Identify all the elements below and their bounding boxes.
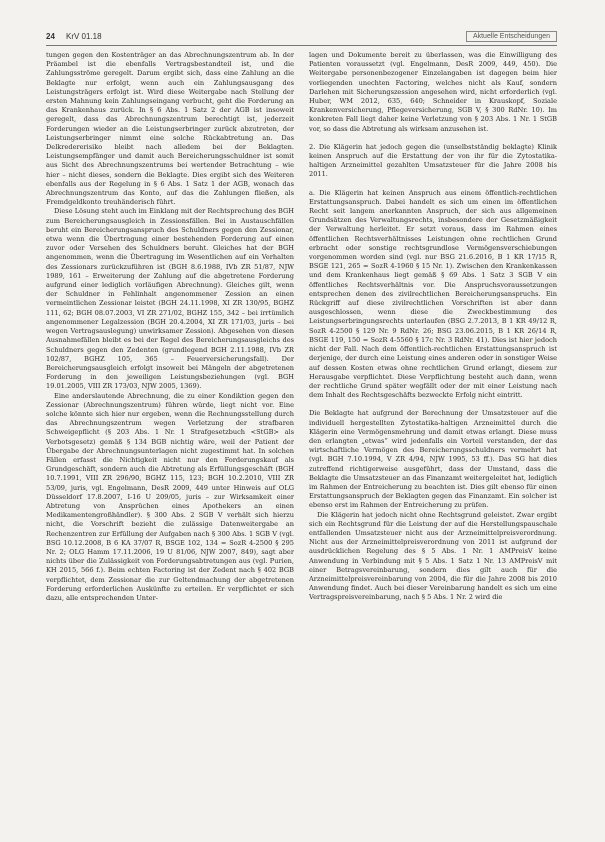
left-paragraph: tungen gegen den Kostenträger an das Abrechnungszentrum ab. In der Präambel ist die ebenfalls Vertragsbestandteil ist, und die Zahlungsströme geregelt. Darum ergibt sich, dass eine Zahlung an die Beklagte nur erfolgt, wenn auch ein Zahlungsausgang des Leistungsträgers erfolgt ist. Wird diese Weitergabe nach Stellung der ersten Mahnung kein Zahlungseingang verbucht, geht die Forderung an das Krankenhaus zurück. In § 6 Abs. 1 Satz 2 der AGB ist insoweit geregelt, dass das Abrechnungszentrum berechtigt ist, jederzeit Forderungen wieder an die Leistungserbringer zurück abzutreten, der Leistungserbringer nimmt eine solche Rückabtretung an. Das Delkredererisiko bleibt nach alledem bei der Beklagten. Leistungsempfänger und damit auch Bereicherungsschuldner ist somit aus Sicht des Abrechnungszentrums bei wertender Betrachtung – wie hier – nicht dieses, sondern die Beklagte. Dies ergibt sich des Weiteren ebenfalls aus der Regelung in § 6 Abs. 1 Satz 1 der AGB, wonach das Abrechnungszentrum das Konto, auf das die Zahlungen fließen, als Fremdgeldkonto treuhänderisch führt.	[46, 51, 294, 207]
section-label: Aktuelle Entscheidungen	[466, 31, 557, 42]
right-paragraph: Die Beklagte hat aufgrund der Berechnung der Umsatzsteuer auf die individuell hergestellten Zytostatika-haltigen Arzneimittel durch die Klägerin eine Vermögensmehrung und damit etwas erlangt. Diese muss den erlangten „etwas“ wird jedenfalls ein Vorteil verstanden, der das wirtschaftliche Vermögen des Bereicherungsschuldners vermehrt hat (vgl. BGH 7.10.1994, V ZR 4/94, NJW 1995, 53 ff.). Das SG hat dies zutreffend richtigerweise ausgeführt, dass der Umstand, dass die Beklagte die Umsatzsteuer an das Finanzamt weitergeleitet hat, lediglich im Rahmen der Entreicherung zu beachten ist. Dies gilt ebenso für einen Erstattungsanspruch der Beklagten gegen das Finanzamt. Ein solcher ist ebenso erst im Rahmen der Entreicherung zu prüfen.	[309, 409, 557, 510]
right-paragraph: 2. Die Klägerin hat jedoch gegen die (unselbstständig beklagte) Klinik keinen Anspruch auf die Erstattung der von ihr für die Zytostatika-haltigen Arzneimittel gezahlten Umsatzsteuer für die Jahre 2008 bis 2011.	[309, 142, 557, 179]
header-rule	[46, 45, 557, 46]
right-column	[309, 51, 557, 821]
right-paragraph: lagen und Dokumente bereit zu überlassen, was die Einwilligung des Patienten voraussetzt (vgl. Engelmann, DesR 2009, 449, 450). Die Weitergabe personenbezogener Einzelangaben ist dagegen beim hier vorliegenden unechten Factoring, welches nicht als Kauf, sondern Darlehen mit Sicherungszession angesehen wird, nicht erforderlich (vgl. Huber, WM 2012, 635, 640; Schneider in Krauskopf, Soziale Krankenversicherung, Pflegeversicherung, SGB V, § 300 RdNr. 10). Im konkreten Fall liegt daher keine Verletzung von § 203 Abs. 1 Nr. 1 StGB vor, so dass die Abtretung als wirksam anzusehen ist.	[309, 51, 557, 133]
right-paragraph: Die Klägerin hat jedoch nicht ohne Rechtsgrund geleistet. Zwar ergibt sich ein Rechtsgrund für die Leistung der auf die Herstellungspauschale entfallenden Umsatzsteuer nicht aus der Arzneimittelpreisverordnung. Nicht aus der Arzneimittelpreisverordnung von 2011 ist aufgrund der ausdrücklichen Regelung des § 5 Abs. 1 Nr. 1 AMPreisV keine Anwendung in Verbindung mit § 5 Abs. 1 Satz 1 Nr. 13 AMPreisV mit einer Betragsvereinbarung, sondern dies gilt auch für die Arzneimittelpreisvereinbarung von 2004, die für die Jahre 2008 bis 2010 Anwendung findet. Auch bei dieser Vereinbarung handelt es sich um eine Vertragspreisvereinbarung, nach § 5 Abs. 1 Nr. 2 wird die	[309, 510, 557, 602]
right-paragraph: a. Die Klägerin hat keinen Anspruch aus einem öffentlich-rechtlichen Erstattungsanspruch. Dabei handelt es sich um einen im öffentlichen Recht seit langem anerkannten Anspruch, der sich aus allgemeinen Grundsätzen des Verwaltungsrechts, insbesondere der Gesetzmäßigkeit der Verwaltung herleitet. Er setzt voraus, dass im Rahmen eines öffentlichen Rechtsverhältnisses Leistungen ohne rechtlichen Grund erbracht oder sonstige rechtsgrundlose Vermögensverschiebungen vorgenommen worden sind (vgl. nur BSG 21.6.2016, B 1 KR 17/15 R, BSGE 121, 265 = SozR 4-1960 § 15 Nr. 1). Zwischen den Krankenkassen und dem Krankenhaus liegt gemäß § 69 Abs. 1 Satz 3 SGB V ein öffentliches Rechtsverhältnis vor. Die Anspruchsvoraussetzungen entsprechen denen des zivilrechtlichen Bereicherungsanspruchs. Ein Rückgriff auf diese zivilrechtlichen Vorschriften ist aber dann ausgeschlossen, wenn diese die Zweckbestimmung des Leistungserbringungsrechts unterlaufen (BSG 2.7.2013, B 1 KR 49/12 R, SozR 4-2500 § 129 Nr. 9 RdNr. 26; BSG 23.06.2015, B 1 KR 26/14 R, BSGE 119, 150 = SozR 4-5560 § 17c Nr. 3 RdNr. 41). Dies ist hier jedoch nicht der Fall. Nach dem öffentlich-rechtlichen Erstattungsanspruch ist derjenige, der durch eine Leistung eines anderen oder in sonstiger Weise auf dessen Kosten etwas ohne rechtlichen Grund erlangt, diesem zur Herausgabe verpflichtet. Diese Verpflichtung besteht auch dann, wenn der rechtliche Grund später wegfällt oder der mit einer Leistung nach dem Inhalt des Rechtsgeschäfts bezweckte Erfolg nicht eintritt.	[309, 188, 557, 400]
page-number: 24	[46, 32, 55, 41]
journal-name: KrV 01.18	[66, 32, 102, 41]
left-paragraph: Diese Lösung steht auch im Einklang mit der Rechtsprechung des BGH zum Bereicherungsausgleich in Zessionsfällen. Bei in Austauschfällen beruht ein Bereicherungsanspruch des Schuldners gegen den Zessionar, etwa wenn die Übertragung einer bestehenden Forderung auf einen zuvor oder Versehen des Schuldners beruht. Gleiches hat der BGH angenommen, wenn die Übertragung im Wesentlichen auf ein Verhalten des Zessionars zurückzuführen ist (BGH 8.6.1988, IVb ZR 51/87, NJW 1989, 161 – Erweiterung der Zahlung auf die abgetretene Forderung aufgrund einer lediglich vorläufigen Abrechnung). Gleiches gilt, wenn der Schuldner in Fehlinhalt angenommener Zession an einen vermeintlichen Zessionar leistet (BGH 24.11.1998, XI ZR 130/95, BGHZ 111, 62; BGH 08.07.2003, VI ZR 271/02, BGHZ 155, 342 – bei irrtümlich angenommener Legalzession (BGH 20.4.2004, XI ZR 171/03, juris – bei wegen Vertragsauslegung) unwirksamer Zession). Abgesehen von diesen Ausnahmefällen bleibt es bei der Regel des Bereicherungsausgleichs des Schuldners gegen den Zedenten (grundlegend BGH 2.11.1988, IVb ZR 102/87, BGHZ 105, 365 – Feuerversicherungsfall). Der Bereicherungsausgleich erfolgt insoweit bei Mängeln der abgetretenen Forderung in den jeweiligen Leistungsbeziehungen (vgl. BGH 19.01.2005, VIII ZR 173/03, NJW 2005, 1369).	[46, 207, 294, 391]
left-paragraph: Eine anderslautende Abrechnung, die zu einer Kondiktion gegen den Zessionar (Abrechnungszentrum) führen würde, liegt nicht vor. Eine solche könnte sich hier nur ergeben, wenn die Rechnungsstellung durch das Abrechnungszentrum wegen Verletzung der strafbaren Schweigepflicht (§ 203 Abs. 1 Nr. 1 Strafgesetzbuch <StGB> als Verbotsgesetz) gemäß § 134 BGB nichtig wäre, weil der Patient der Übergabe der Abrechnungsunterlagen nicht zugestimmt hat. In solchen Fällen erfasst die Nichtigkeit nicht nur den Forderungskauf als Grundgeschäft, sondern auch die Abtretung als Erfüllungsgeschäft (BGH 10.7.1991, VIII ZR 296/90, BGHZ 115, 123; BGH 10.2.2010, VIII ZR 53/09, juris, vgl. Engelmann, DesR 2009, 449 unter Hinweis auf OLG Düsseldorf 17.8.2007, I-16 U 209/05, juris – zur Wirksamkeit einer Abtretung von Ansprüchen eines Apothekers an einen Medikamentengroßhändler). § 300 Abs. 2 SGB V verhält sich hierzu nicht, die Vorschrift bezieht die zulässige Datenweitergabe an Rechenzentren zur Erfüllung der Aufgaben nach § 300 Abs. 1 SGB V (vgl. BSG 10.12.2008, B 6 KA 37/07 R, BSGE 102, 134 = SozR 4-2500 § 295 Nr. 2; OLG Hamm 17.11.2006, 19 U 81/06, NJW 2007, 849), sagt aber nichts über die Zulässigkeit von Forderungsabtretungen aus (vgl. Purien, KH 2015, 566 f.). Beim echten Factoring ist der Zedent nach § 402 BGB verpflichtet, dem Zessionar die zur Geltendmachung der abgetretenen Forderung erforderlichen Auskünfte zu erteilen. Er verpflichtet er sich dazu, alle entsprechenden Unter-	[46, 391, 294, 602]
left-column	[46, 51, 294, 821]
page-header	[46, 30, 557, 44]
